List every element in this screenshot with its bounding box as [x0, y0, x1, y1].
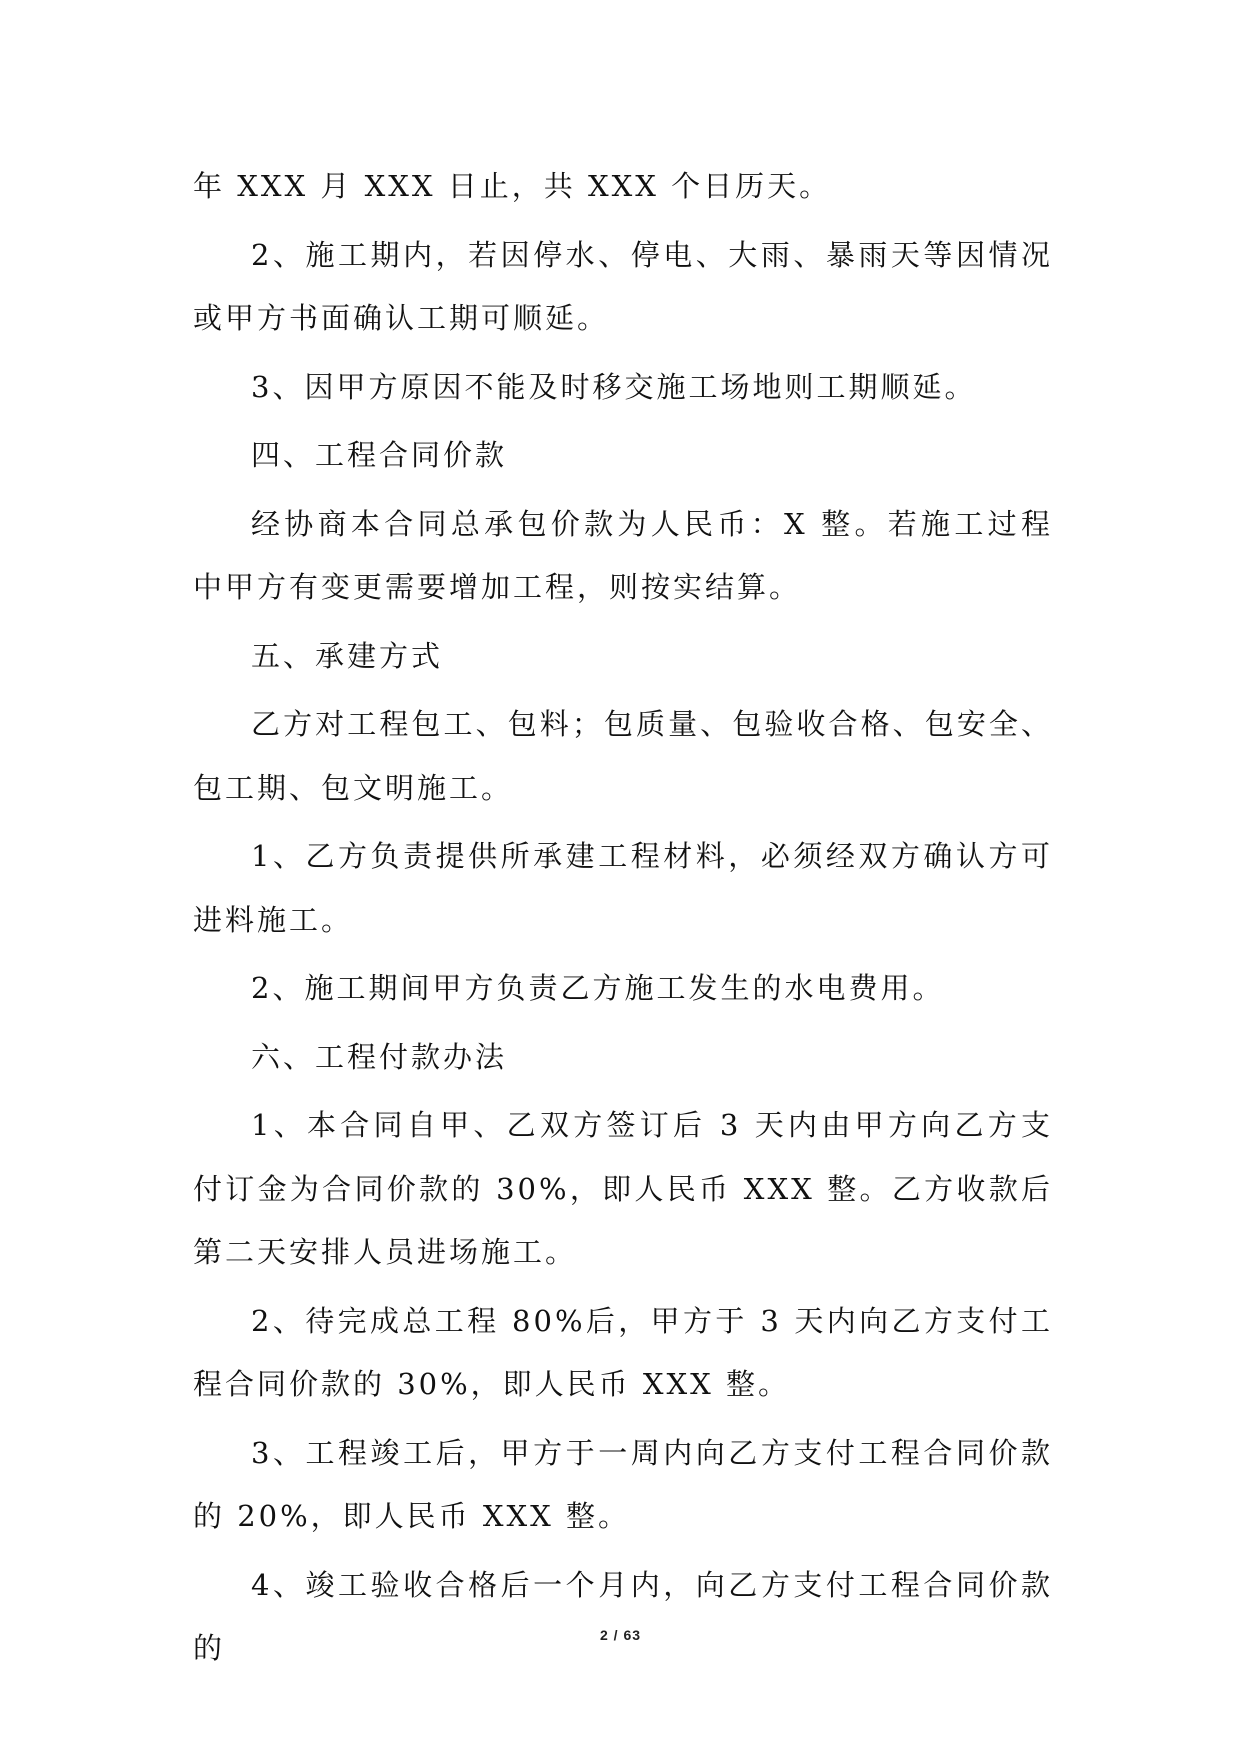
- section-heading-payment: 六、工程付款办法: [251, 1039, 508, 1074]
- paragraph-contract-price: 经协商本合同总承包价款为人民币：X 整。若施工过程中甲方有变更需要增加工程，则按实结算。: [193, 506, 1053, 604]
- paragraph-clause-5-1: 1、乙方负责提供所承建工程材料，必须经双方确认方可进料施工。: [193, 839, 1053, 937]
- document-body: [193, 155, 1053, 1686]
- paragraph-clause-6-2: 2、待完成总工程 80%后，甲方于 3 天内向乙方支付工程合同价款的 30%，即人民币 XXX 整。: [193, 1303, 1053, 1401]
- paragraph-clause-6-1: 1、本合同自甲、乙双方签订后 3 天内由甲方向乙方支付订金为合同价款的 30%，即人民币 XXX 整。乙方收款后第二天安排人员进场施工。: [193, 1108, 1053, 1269]
- paragraph-clause-6-4: 4、竣工验收合格后一个月内，向乙方支付工程合同价款的: [193, 1567, 1053, 1665]
- paragraph-clause-3-3: 3、因甲方原因不能及时移交施工场地则工期顺延。: [251, 369, 977, 404]
- paragraph-continuation: 年 XXX 月 XXX 日止，共 XXX 个日历天。: [193, 169, 832, 203]
- section-heading-construction-method: 五、承建方式: [251, 638, 444, 673]
- page-number: 2 / 63: [599, 1627, 642, 1643]
- paragraph-construction-method: 乙方对工程包工、包料；包质量、包验收合格、包安全、包工期、包文明施工。: [193, 707, 1053, 805]
- paragraph-clause-5-2: 2、施工期间甲方负责乙方施工发生的水电费用。: [251, 971, 945, 1005]
- paragraph-clause-6-3: 3、工程竣工后，甲方于一周内向乙方支付工程合同价款的 20%，即人民币 XXX 整。: [193, 1435, 1053, 1533]
- paragraph-clause-3-2: 2、施工期内，若因停水、停电、大雨、暴雨天等因情况或甲方书面确认工期可顺延。: [193, 237, 1053, 335]
- section-heading-contract-price: 四、工程合同价款: [251, 438, 508, 472]
